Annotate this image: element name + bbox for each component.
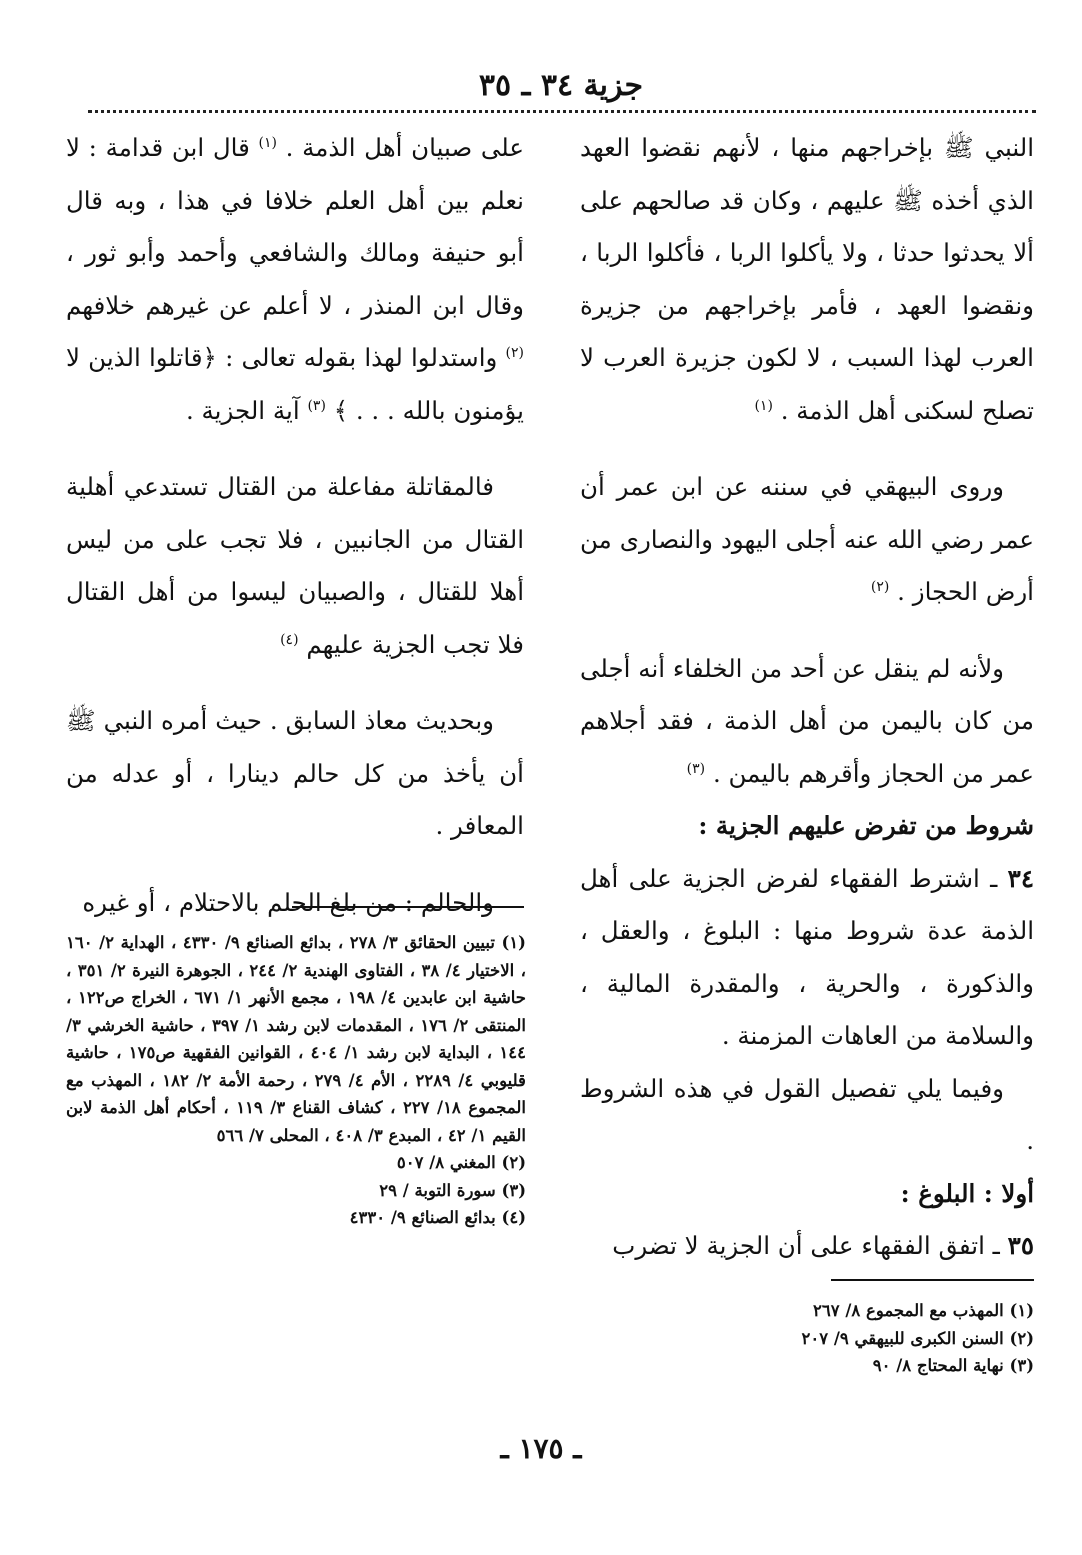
footnote-ref[interactable]: (٢) bbox=[870, 578, 890, 595]
section-heading: أولا : البلوغ : bbox=[900, 1178, 1034, 1208]
footnote: (١) تبيين الحقائق ٣/ ٢٧٨ ، بدائع الصنائع ٩/ ٤٣٣٠ ، الهداية ٢/ ١٦٠ ، الاختيار ٤/ ٣٨ ، الفتاوى الهندية ٢/ ٢٤٤ ، الجوهرة النيرة ٢/ ٣٥١ ، حاشية ابن عابدين ٤/ ١٩٨ ، مجمع الأنهر ١/ ٦٧١ ، الخراج ص١٢٢ ، المنتقى ٢/ ١٧٦ ، المقدمات لابن رشد ١/ ٣٩٧ ، حاشية الخرشي ٣/ ١٤٤ ، البداية لابن رشد ١/ ٤٠٤ ، القوانين الفقهية ص١٧٥ ، حاشية قليوبي ٤/ ٢٢٨٩ ، الأم ٤/ ٢٧٩ ، رحمة الأمة ٢/ ١٨٢ ، المهذب مع المجموع ١٨/ ٢٢٧ ، كشاف القناع ٣/ ١١٩ ، أحكام أهل الذمة لابن القيم ١/ ٤٢ ، المبدع ٣/ ٤٠٨ ، المحلى ٧/ ٥٦٦ bbox=[66, 933, 526, 1145]
paragraph bbox=[580, 461, 1034, 619]
page-number: ـ ١٧٥ ـ bbox=[500, 1432, 582, 1465]
footnote: (١) المهذب مع المجموع ٨/ ٢٦٧ bbox=[812, 1301, 1034, 1320]
header-dotted-rule bbox=[88, 110, 1036, 113]
paragraph-text: النبي ﷺ بإخراجهم منها ، لأنهم نقضوا العهد الذي أخذه ﷺ عليهم ، وكان قد صالحهم على ألا يحدثوا حدثا ، ولا يأكلوا الربا ، فأكلوا الربا ، ونقضوا العهد ، فأمر بإخراجهم من جزيرة العرب لهذا السبب ، لا لكون جزيرة العرب لا تصلح لسكنى أهل الذمة . bbox=[580, 133, 1034, 425]
paragraph-text: على صبيان أهل الذمة . bbox=[285, 133, 525, 162]
paragraph-text: قال ابن قدامة : لا نعلم بين أهل العلم خلافا في هذا ، وبه قال أبو حنيفة ومالك والشافعي وأحمد وأبو ثور ، وقال ابن المنذر ، لا أعلم عن غيرهم خلافهم bbox=[66, 133, 524, 320]
paragraph-text: ـ اشترط الفقهاء لفرض الجزية على أهل الذمة عدة شروط منها : البلوغ ، والعقل ، والذكورة ، والحرية ، والمقدرة المالية ، والسلامة من العاهات المزمنة . bbox=[580, 863, 1034, 1050]
running-header: جزية ٣٤ ـ ٣٥ bbox=[478, 68, 644, 103]
footnote-ref[interactable]: (٣) bbox=[686, 760, 706, 777]
paragraph-text: واستدلوا لهذا بقوله تعالى : ﴿قاتلوا الذين لا يؤمنون بالله . . . ﴾ bbox=[66, 343, 524, 425]
paragraph: وبحديث معاذ السابق . حيث أمره النبي ﷺ أن يأخذ من كل حالم دينارا ، أو عدله من المعافر . bbox=[66, 706, 524, 840]
paragraph-text: ولأنه لم ينقل عن أحد من الخلفاء أنه أجلى من كان باليمن من أهل الذمة ، فقد أجلاهم عمر من الحجاز وأقرهم باليمن . bbox=[580, 653, 1034, 788]
paragraph-number: ٣٥ bbox=[1007, 1231, 1034, 1260]
paragraph-text: ـ اتفق الفقهاء على أن الجزية لا تضرب bbox=[612, 1231, 1000, 1260]
footnotes-right bbox=[580, 1297, 1034, 1380]
footnote-separator bbox=[831, 1279, 1034, 1281]
paragraph bbox=[580, 643, 1034, 801]
left-column bbox=[66, 122, 524, 929]
paragraph: والحالم : من بلغ الحلم بالاحتلام ، أو غيره bbox=[82, 887, 494, 917]
paragraph-number: ٣٤ bbox=[1007, 863, 1034, 893]
section-heading: شروط من تفرض عليهم الجزية : bbox=[698, 811, 1034, 840]
footnotes-left bbox=[66, 929, 526, 1232]
footnote-ref[interactable]: (١) bbox=[754, 397, 773, 414]
footnote: (٤) بدائع الصنائع ٩/ ٤٣٣٠ bbox=[349, 1208, 526, 1227]
paragraph-text: وروى البيهقي في سننه عن ابن عمر أن عمر رضي الله عنه أجلى اليهود والنصارى من أرض الحجاز . bbox=[580, 472, 1034, 606]
paragraph bbox=[66, 461, 524, 671]
footnote-separator bbox=[292, 906, 524, 908]
footnote: (٢) السنن الكبرى للبيهقي ٩/ ٢٠٧ bbox=[801, 1328, 1034, 1348]
paragraph bbox=[66, 122, 524, 437]
paragraph bbox=[580, 122, 1034, 437]
paragraph-text: آية الجزية . bbox=[185, 395, 300, 425]
footnote-ref[interactable]: (٣) bbox=[307, 397, 326, 414]
footnote: (٣) نهاية المحتاج ٨/ ٩٠ bbox=[872, 1356, 1034, 1375]
paragraph: وفيما يلي تفصيل القول في هذه الشروط . bbox=[580, 1073, 1034, 1155]
right-column bbox=[580, 122, 1034, 1273]
footnote-ref[interactable]: (١) bbox=[258, 134, 277, 151]
paragraph-text: فالمقاتلة مفاعلة من القتال تستدعي أهلية القتال من الجانبين ، فلا تجب على من ليس أهلا للقتال ، والصبيان ليسوا من أهل القتال فلا تجب الجزية عليهم bbox=[66, 472, 524, 659]
footnote-ref[interactable]: (٤) bbox=[280, 631, 299, 648]
footnote: (٣) سورة التوبة / ٢٩ bbox=[379, 1180, 526, 1200]
paragraph bbox=[580, 853, 1034, 1063]
footnote-ref[interactable]: (٢) bbox=[505, 344, 525, 361]
footnote: (٢) المغني ٨/ ٥٠٧ bbox=[396, 1153, 526, 1172]
paragraph bbox=[580, 1220, 1034, 1273]
